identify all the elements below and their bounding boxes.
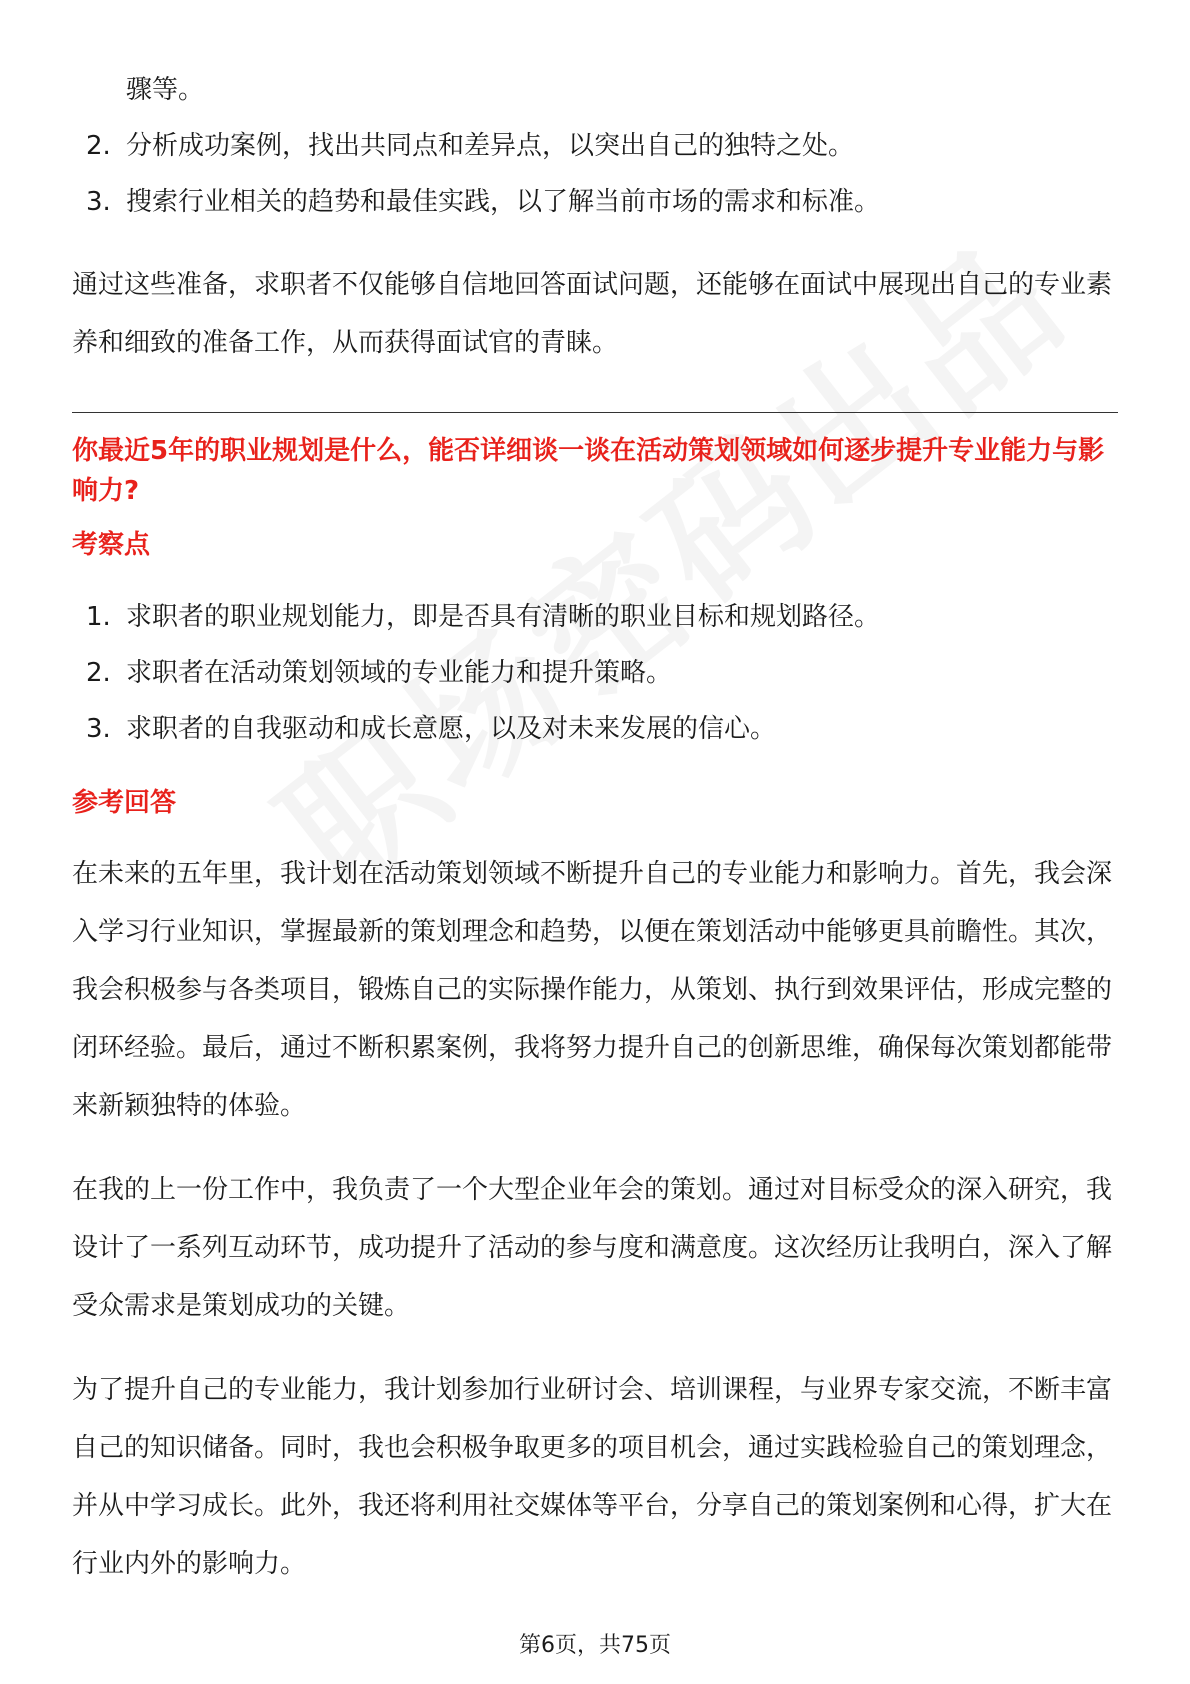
summary-paragraph: 通过这些准备，求职者不仅能够自信地回答面试问题，还能够在面试中展现出自己的专业素养和细致的准备工作，从而获得面试官的青睐。 (72, 270, 1113, 358)
list-item (72, 645, 1118, 701)
answer-paragraph-2: 在我的上一份工作中，我负责了一个大型企业年会的策划。通过对目标受众的深入研究，我设计了一系列互动环节，成功提升了活动的参与度和满意度。这次经历让我明白，深入了解受众需求是策划成功的关键。 (72, 1175, 1113, 1321)
list-item-number: 2. (86, 658, 111, 688)
points-heading: 考察点 (72, 530, 151, 560)
list-item-text: 搜索行业相关的趋势和最佳实践，以了解当前市场的需求和标准。 (126, 187, 881, 217)
list-item-number: 3. (86, 187, 111, 217)
list-item-number: 1. (86, 602, 111, 632)
list-item (72, 62, 1118, 118)
list-item-text: 求职者在活动策划领域的专业能力和提升策略。 (126, 658, 673, 688)
list-item (72, 701, 1118, 757)
answer-paragraph-1: 在未来的五年里，我计划在活动策划领域不断提升自己的专业能力和影响力。首先，我会深入学习行业知识，掌握最新的策划理念和趋势，以便在策划活动中能够更具前瞻性。其次，我会积极参与各类项目，锻炼自己的实际操作能力，从策划、执行到效果评估，形成完整的闭环经验。最后，通过不断积累案例，我将努力提升自己的创新思维，确保每次策划都能带来新颖独特的体验。 (72, 859, 1113, 1121)
page-content (72, 62, 1118, 1593)
list-item-number: 3. (86, 714, 111, 744)
list-item-text: 分析成功案例，找出共同点和差异点，以突出自己的独特之处。 (126, 131, 855, 161)
points-list (72, 589, 1118, 757)
list-item (72, 589, 1118, 645)
answer-heading: 参考回答 (72, 788, 177, 818)
list-item (72, 118, 1118, 174)
list-item-text: 求职者的职业规划能力，即是否具有清晰的职业目标和规划路径。 (126, 602, 881, 632)
answer-paragraph-3: 为了提升自己的专业能力，我计划参加行业研讨会、培训课程，与业界专家交流，不断丰富自己的知识储备。同时，我也会积极争取更多的项目机会，通过实践检验自己的策划理念，并从中学习成长。此外，我还将利用社交媒体等平台，分享自己的策划案例和心得，扩大在行业内外的影响力。 (72, 1375, 1113, 1579)
list-item-text: 求职者的自我驱动和成长意愿，以及对未来发展的信心。 (126, 714, 777, 744)
list-item-number: 2. (86, 131, 111, 161)
list-item (72, 174, 1118, 230)
question-title: 你最近5年的职业规划是什么，能否详细谈一谈在活动策划领域如何逐步提升专业能力与影响力? (72, 436, 1105, 506)
page-number: 第6页，共75页 (519, 1633, 671, 1658)
section-divider (72, 412, 1118, 413)
list-item-text: 骤等。 (126, 75, 205, 105)
